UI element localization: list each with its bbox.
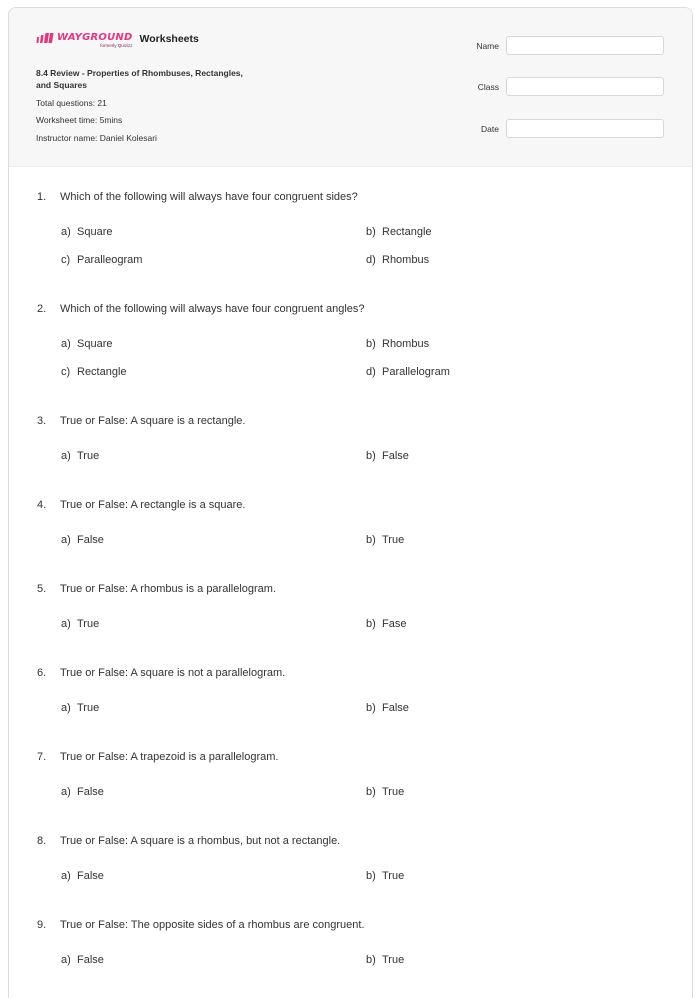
question-number: 5. (37, 583, 47, 595)
option-2a (61, 338, 112, 350)
option-text: False (382, 450, 409, 462)
option-6b (366, 702, 409, 714)
option-letter: a) (61, 702, 71, 714)
option-letter: b) (366, 226, 376, 238)
option-7a (61, 786, 104, 798)
option-letter: b) (366, 954, 376, 966)
question-number: 3. (37, 415, 47, 427)
question-2 (37, 303, 365, 315)
question-number: 8. (37, 835, 47, 847)
question-text: True or False: A trapezoid is a parallelogram. (60, 751, 279, 763)
question-number: 9. (37, 919, 47, 931)
class-input[interactable] (506, 77, 664, 96)
date-label: Date (481, 123, 499, 134)
option-letter: c) (61, 254, 71, 266)
question-7 (37, 751, 278, 763)
question-text: True or False: A square is a rhombus, but not a rectangle. (60, 835, 341, 847)
question-text: True or False: A rectangle is a square. (60, 499, 246, 511)
option-text: Rhombus (382, 254, 430, 266)
option-text: Fase (382, 618, 407, 630)
question-text: True or False: The opposite sides of a rhombus are congruent. (60, 919, 365, 931)
option-9a (61, 954, 104, 966)
question-8 (37, 835, 340, 847)
question-9 (37, 919, 365, 931)
option-letter: a) (61, 338, 71, 350)
question-5 (37, 583, 276, 595)
class-field-row (449, 76, 665, 97)
option-text: True (382, 786, 405, 798)
option-letter: c) (61, 366, 71, 378)
option-letter: a) (61, 954, 71, 966)
question-number: 2. (37, 303, 47, 315)
option-3b (366, 450, 409, 462)
total-questions: Total questions: 21 (36, 98, 107, 108)
question-3 (37, 415, 245, 427)
option-letter: b) (366, 786, 376, 798)
question-number: 6. (37, 667, 47, 679)
option-text: Parallelogram (382, 366, 450, 378)
option-3a (61, 450, 99, 462)
question-text: Which of the following will always have four congruent angles? (60, 303, 365, 315)
option-letter: a) (61, 618, 71, 630)
option-letter: d) (366, 254, 376, 266)
option-2c (61, 366, 127, 378)
option-letter: b) (366, 450, 376, 462)
instructor-name: Instructor name: Daniel Kolesari (36, 133, 157, 143)
option-6a (61, 702, 99, 714)
wayground-logo (36, 32, 133, 49)
option-2d (366, 366, 450, 378)
option-letter: b) (366, 870, 376, 882)
question-number: 1. (37, 191, 47, 203)
option-5b (366, 618, 406, 630)
option-text: False (77, 534, 104, 546)
option-1a (61, 226, 112, 238)
name-field-row (449, 35, 665, 56)
option-letter: a) (61, 786, 71, 798)
date-field-row (449, 118, 665, 139)
option-text: False (77, 954, 104, 966)
question-text: Which of the following will always have four congruent sides? (60, 191, 358, 203)
option-text: False (382, 702, 409, 714)
question-4 (37, 499, 245, 511)
question-number: 4. (37, 499, 47, 511)
option-text: False (77, 870, 104, 882)
worksheet-header (9, 8, 692, 167)
option-text: Paralleogram (77, 254, 143, 266)
wayground-logo-icon (36, 33, 54, 43)
name-input[interactable] (506, 36, 664, 55)
option-text: Rhombus (382, 338, 430, 350)
option-1c (61, 254, 142, 266)
option-1d (366, 254, 429, 266)
logo-wordmark: WAYGROUND (57, 32, 133, 43)
option-letter: b) (366, 338, 376, 350)
option-letter: a) (61, 450, 71, 462)
product-title: Worksheets (139, 33, 199, 45)
option-text: Rectangle (382, 226, 432, 238)
logo-subtext: formerly Quizizz (100, 43, 133, 48)
option-letter: a) (61, 534, 71, 546)
worksheet-time: Worksheet time: 5mins (36, 115, 123, 125)
option-4b (366, 534, 404, 546)
question-6 (37, 667, 285, 679)
option-letter: b) (366, 534, 376, 546)
option-text: False (77, 786, 104, 798)
class-label: Class (477, 81, 499, 92)
question-text: True or False: A rhombus is a parallelogram. (60, 583, 277, 595)
option-text: Rectangle (77, 366, 127, 378)
option-2b (366, 338, 429, 350)
worksheet-page (8, 7, 693, 998)
option-letter: a) (61, 870, 71, 882)
option-7b (366, 786, 404, 798)
brand (36, 32, 199, 49)
option-letter: d) (366, 366, 376, 378)
option-text: True (77, 450, 100, 462)
option-text: Square (77, 338, 113, 350)
option-letter: b) (366, 618, 376, 630)
option-8a (61, 870, 104, 882)
option-8b (366, 870, 404, 882)
question-number: 7. (37, 751, 47, 763)
name-label: Name (476, 40, 499, 51)
option-letter: a) (61, 226, 71, 238)
option-text: True (77, 618, 100, 630)
question-text: True or False: A square is a rectangle. (60, 415, 246, 427)
option-letter: b) (366, 702, 376, 714)
option-text: True (382, 534, 405, 546)
option-5a (61, 618, 99, 630)
option-text: True (77, 702, 100, 714)
option-1b (366, 226, 432, 238)
question-text: True or False: A square is not a parallelogram. (60, 667, 286, 679)
question-1 (37, 191, 358, 203)
option-text: True (382, 954, 405, 966)
option-text: True (382, 870, 405, 882)
option-text: Square (77, 226, 113, 238)
option-4a (61, 534, 104, 546)
date-input[interactable] (506, 119, 664, 138)
worksheet-title: 8.4 Review - Properties of Rhombuses, Rectangles, and Squares (36, 68, 243, 90)
option-9b (366, 954, 404, 966)
